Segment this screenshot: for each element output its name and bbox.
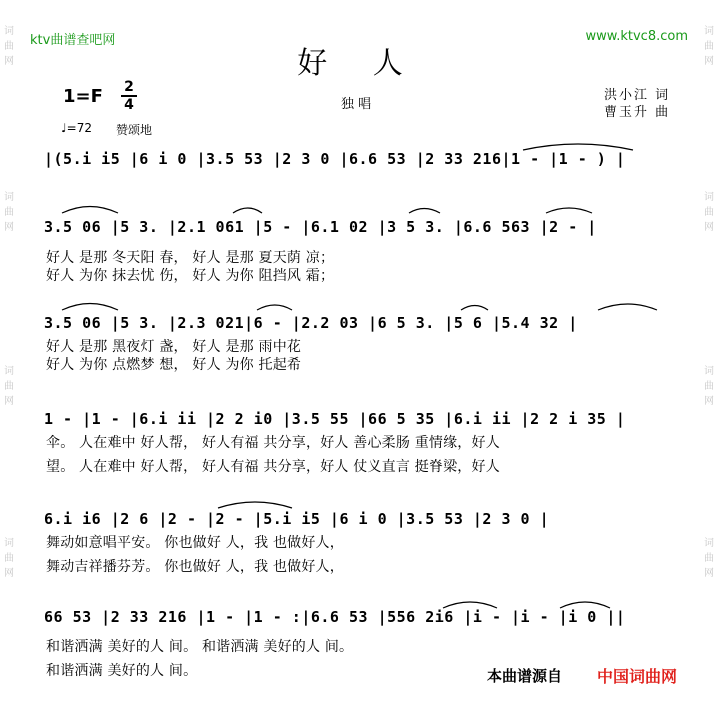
site-url-right: www.ktvc8.com: [585, 29, 688, 44]
performance-style: 独 唱: [341, 97, 372, 112]
source-label: 本曲谱源自: [487, 667, 563, 685]
key-signature: 1=F: [63, 86, 103, 107]
tempo-marking: ♩=72: [61, 121, 92, 135]
lyricist-credit: 洪小江 词: [604, 88, 671, 103]
notation-line-4: 1 - |1 - |6.i ii |2 2 i0 |3.5 55 |66 5 35 |6.i ii |2 2 i 35 |: [44, 410, 626, 428]
notation-line-5: 6.i i6 |2 6 |2 - |2 - |5.i i5 |6 i 0 |3.5 53 |2 3 0 |: [44, 510, 550, 528]
lyric-line-2-verse-2: 好人 为你 抹去忧 伤， 好人 为你 阻挡风 霜；: [46, 268, 335, 284]
notation-line-1: |(5.i i5 |6 i 0 |3.5 53 |2 3 0 |6.6 53 |2 33 216|1 - |1 - ) |: [44, 150, 626, 168]
lyric-line-5-verse-2: 舞动吉祥播芬芳。 你也做好 人，我 也做好人，: [46, 559, 344, 575]
notation-line-3: 3.5 06 |5 3. |2.3 021|6 - |2.2 03 |6 5 3. |5 6 |5.4 32 |: [44, 314, 578, 332]
watermark-right-4: 词 曲 网: [704, 538, 714, 579]
meter-top: 2: [124, 79, 134, 95]
lyric-line-6-verse-1: 和谐洒满 美好的人 间。 和谐洒满 美好的人 间。: [46, 639, 354, 655]
composer-credit: 曹玉升 曲: [604, 105, 671, 120]
notation-line-6: 66 53 |2 33 216 |1 - |1 - :|6.6 53 |556 2i6 |i - |i - |i 0 ||: [44, 608, 626, 626]
lyric-line-4-verse-1: 伞。 人在难中 好人帮， 好人有福 共分享，好人 善心柔肠 重情缘，好人: [46, 435, 500, 451]
watermark-right-1: 词 曲 网: [704, 26, 714, 67]
time-signature: [121, 80, 137, 112]
watermark-left-4: 词 曲 网: [4, 538, 14, 579]
lyric-line-4-verse-2: 望。 人在难中 好人帮， 好人有福 共分享，好人 仗义直言 挺脊梁，好人: [46, 459, 500, 475]
lyric-line-3-verse-2: 好人 为你 点燃梦 想， 好人 为你 托起希: [46, 357, 302, 373]
notation-line-2: 3.5 06 |5 3. |2.1 061 |5 - |6.1 02 |3 5 3. |6.6 563 |2 - |: [44, 218, 597, 236]
song-title: 好 人: [297, 46, 421, 81]
meter-bottom: 4: [124, 97, 134, 113]
expression-marking: 赞颂地: [116, 123, 153, 137]
lyric-line-2-verse-1: 好人 是那 冬天阳 春， 好人 是那 夏天荫 凉；: [46, 250, 335, 266]
watermark-right-2: 词 曲 网: [704, 192, 714, 233]
watermark-left-1: 词 曲 网: [4, 26, 14, 67]
watermark-left-3: 词 曲 网: [4, 366, 14, 407]
lyric-line-6-verse-2: 和谐洒满 美好的人 间。: [46, 663, 198, 679]
lyric-line-3-verse-1: 好人 是那 黑夜灯 盏， 好人 是那 雨中花: [46, 339, 302, 355]
source-brand: 中国词曲网: [597, 667, 678, 686]
watermark-right-3: 词 曲 网: [704, 366, 714, 407]
site-name-left: ktv曲谱查吧网: [30, 33, 116, 48]
lyric-line-5-verse-1: 舞动如意唱平安。 你也做好 人，我 也做好人，: [46, 535, 344, 551]
watermark-left-2: 词 曲 网: [4, 192, 14, 233]
